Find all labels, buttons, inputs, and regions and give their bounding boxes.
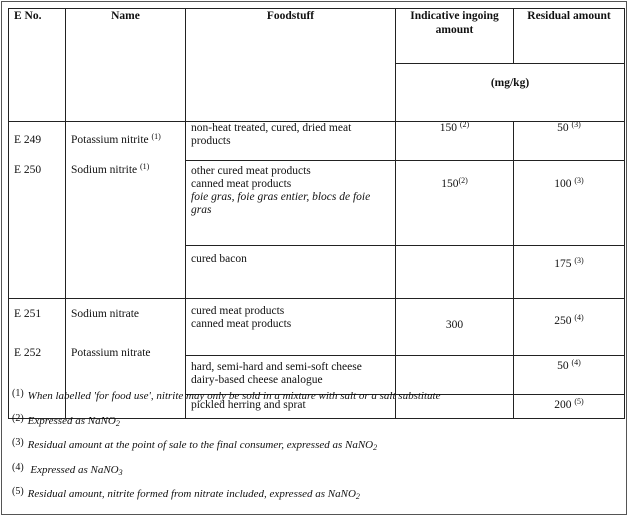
foodstuff-cell: other cured meat products canned meat products foie gras, foie gras entier, blocs de foie gras	[186, 161, 396, 246]
foodstuff-cell: cured meat products canned meat products	[186, 299, 396, 356]
residual-cell: 250 $^{(4)}$	[514, 299, 625, 356]
additive-name: Sodium nitrite $^{(1)}$	[71, 162, 150, 176]
residual-cell: 100 $^{(3)}$	[514, 161, 625, 246]
residual-cell: 175 $^{(3)}$	[514, 246, 625, 299]
foodstuff-cell: pickled herring and sprat	[186, 395, 396, 419]
e-code: E 249	[14, 134, 42, 146]
header-residual: Residual amount	[514, 9, 625, 64]
footnote: (5) Residual amount, nitrite formed from nitrate included, expressed as NaNO$_2$	[12, 486, 360, 501]
ingoing-cell: 150$^{(2)}$	[396, 161, 514, 246]
ingoing-cell	[396, 246, 514, 299]
footnote: (1) When labelled 'for food use', nitrite may only be sold in a mixture with salt or a salt substitute	[12, 388, 441, 402]
e-no-cell-nitrites	[9, 122, 66, 299]
footnote-ref: (1)	[151, 132, 161, 141]
table-row	[9, 122, 625, 161]
header-row	[9, 9, 625, 64]
header-ingoing: Indicative ingoing amount	[396, 9, 514, 64]
e-code: E 251	[14, 308, 42, 320]
foodstuff-cell: cured bacon	[186, 246, 396, 299]
foodstuff-cell: hard, semi-hard and semi-soft cheese dairy-based cheese analogue	[186, 356, 396, 395]
residual-cell: 200 $^{(5)}$	[514, 395, 625, 419]
additive-name: Sodium nitrate	[71, 308, 140, 320]
ingoing-cell: 150 $^{(2)}$	[396, 122, 514, 161]
footnote-ref: (1)	[140, 162, 150, 171]
footnote: (4) Expressed as NaNO$_3$	[12, 461, 123, 477]
footnotes	[12, 387, 616, 510]
nitrite-nitrate-table	[8, 8, 625, 419]
additive-name: Potassium nitrate	[71, 347, 151, 359]
unit-cell: (mg/kg)	[396, 64, 625, 122]
footnote: (3) Residual amount at the point of sale to the final consumer, expressed as NaNO$_2$	[12, 437, 378, 452]
header-name: Name	[66, 9, 186, 122]
e-code: E 250	[14, 164, 42, 176]
name-cell-nitrites	[66, 122, 186, 299]
footnote: (2) Expressed as NaNO$_2$	[12, 412, 120, 428]
e-code: E 252	[14, 347, 42, 359]
table-row	[9, 299, 625, 356]
header-e-no: E No.	[9, 9, 66, 122]
residual-cell: 50 $^{(4)}$	[514, 356, 625, 395]
foodstuff-cell: non-heat treated, cured, dried meat products	[186, 122, 396, 161]
residual-cell: 50 $^{(3)}$	[514, 122, 625, 161]
ingoing-cell: 300	[396, 299, 514, 356]
header-foodstuff: Foodstuff	[186, 9, 396, 122]
additive-name: Potassium nitrite $^{(1)}$	[71, 132, 161, 146]
